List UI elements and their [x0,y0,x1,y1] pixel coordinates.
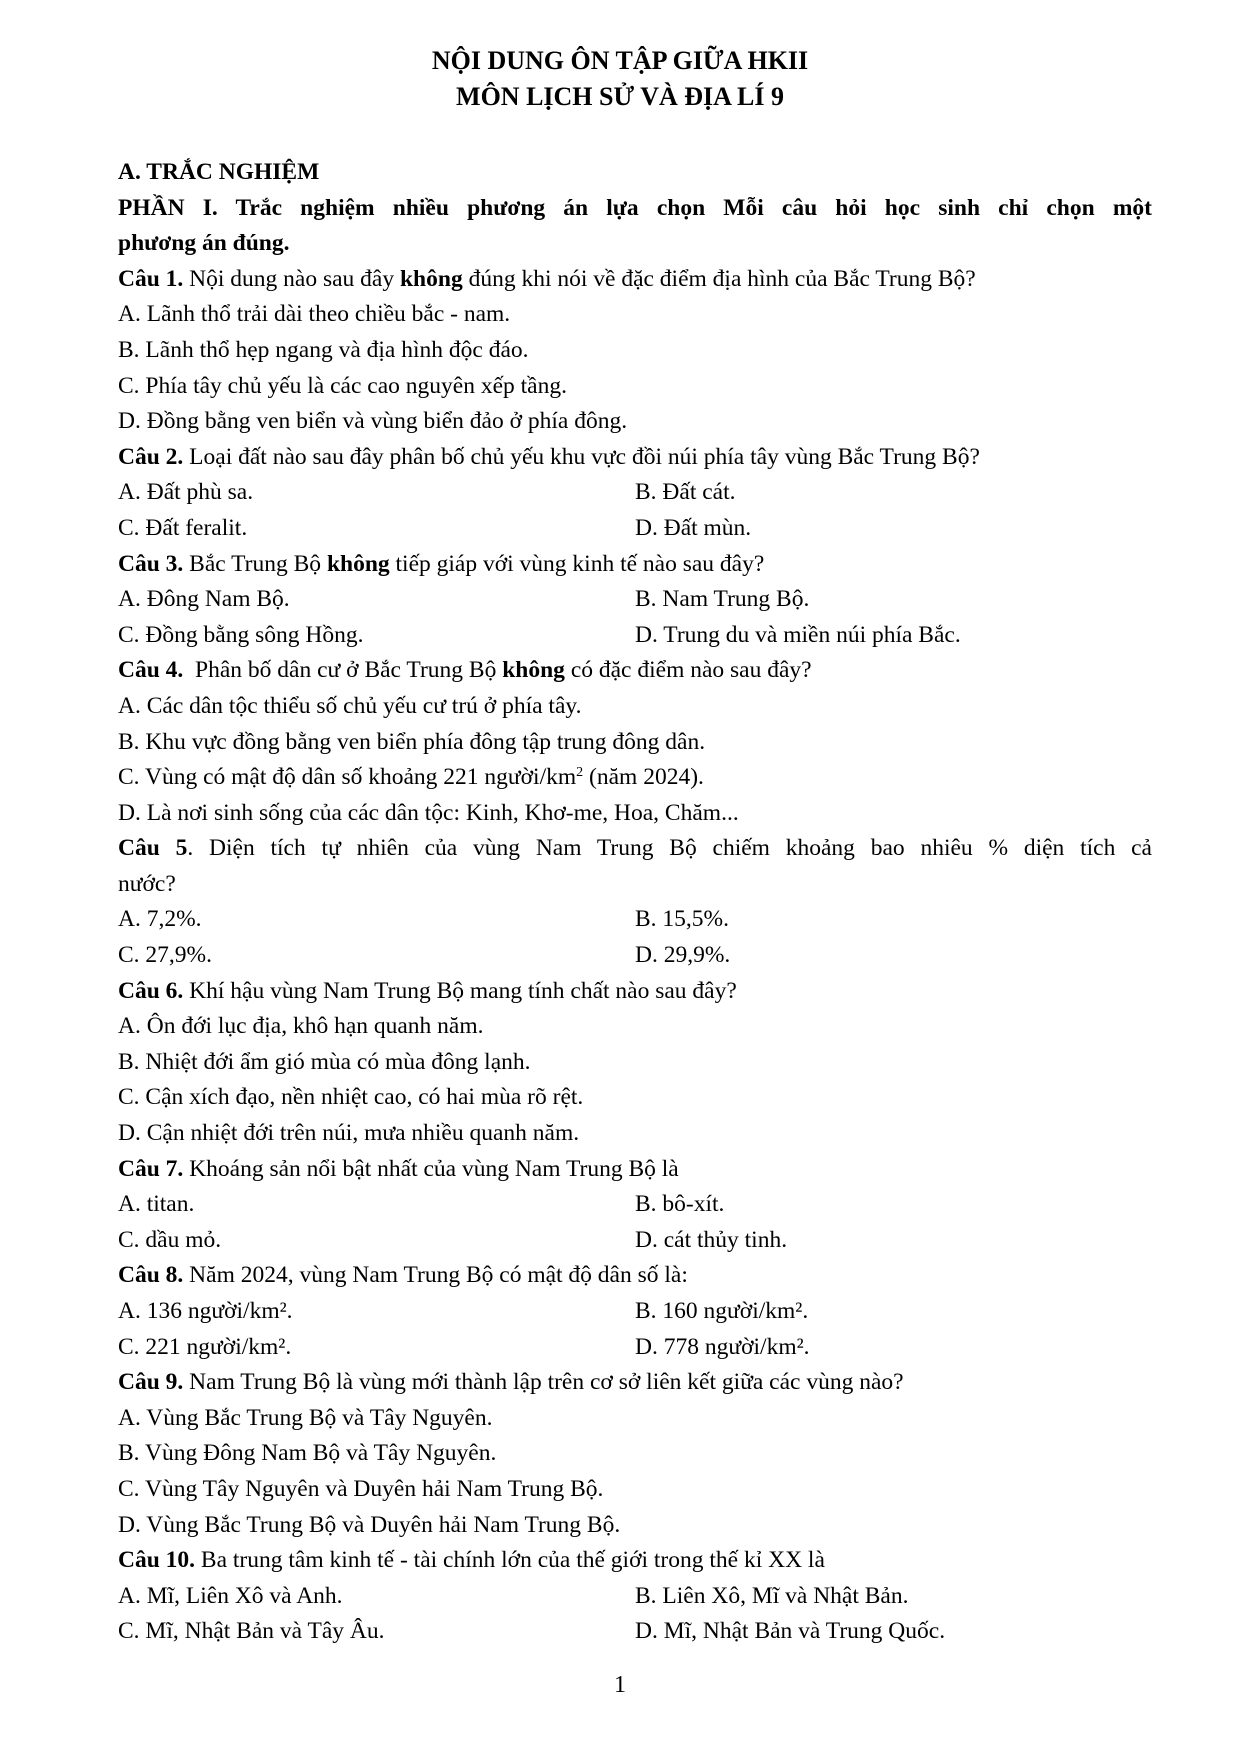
option-c: C. 27,9%. [118,942,212,969]
option-b: B. Nhiệt đới ẩm gió mùa có mùa đông lạnh. [118,1048,531,1075]
options-row [118,938,1152,974]
question-number: Câu 10. [118,1547,196,1574]
question-keyword: không [502,657,565,684]
option-a: A. Đông Nam Bộ. [118,586,290,613]
question-1 [118,262,1152,298]
question-keyword: không [399,265,463,292]
question-number: Câu 8. [118,1262,184,1289]
option-d: D. Mĩ, Nhật Bản và Trung Quốc. [635,1618,946,1645]
question-2 [118,440,1152,476]
option-b: B. Nam Trung Bộ. [635,586,810,613]
option-text: C. Vùng có mật độ dân số khoảng 221 người/km [118,764,577,791]
option-d: D. 29,9%. [635,942,731,969]
question-number: Câu 7. [118,1155,184,1182]
option-d: D. Cận nhiệt đới trên núi, mưa nhiều quanh năm. [118,1120,580,1147]
part-heading-line2: phương án đúng. [118,230,290,257]
option-c: C. Đất feralit. [118,514,248,541]
option-d: D. 778 người/km². [635,1333,810,1360]
question-keyword: không [326,550,390,577]
option-b: B. bô-xít. [635,1191,725,1218]
question-text: Ba trung tâm kinh tế - tài chính lớn của thế giới trong thế kỉ XX là [195,1547,825,1574]
option-b: B. Liên Xô, Mĩ và Nhật Bản. [635,1582,909,1609]
question-number: Câu 3. [118,550,184,577]
question-number: Câu 9. [118,1369,184,1396]
question-9 [118,1365,1152,1401]
options-row [118,1614,1152,1650]
option-a: A. Ôn đới lục địa, khô hạn quanh năm. [118,1013,484,1040]
option-a: A. Các dân tộc thiểu số chủ yếu cư trú ở phía tây. [118,692,582,719]
option-d: D. cát thủy tinh. [635,1226,788,1253]
question-number: Câu 1. [118,265,184,292]
document-title: NỘI DUNG ÔN TẬP GIỮA HKII [431,46,809,75]
question-text: đúng khi nói về đặc điểm địa hình của Bắc Trung Bộ? [462,265,976,292]
options-row [118,1223,1152,1259]
options-row [118,582,1152,618]
option-d: D. Vùng Bắc Trung Bộ và Duyên hải Nam Trung Bộ. [118,1511,621,1538]
option-c: C. dầu mỏ. [118,1226,222,1253]
options-row [118,475,1152,511]
option-c [118,760,1152,796]
option-b: B. Đất cát. [635,479,736,506]
question-text: Bắc Trung Bộ [183,550,327,577]
question-text: tiếp giáp với vùng kinh tế nào sau đây? [389,550,765,577]
question-number: Câu 5 [118,835,188,862]
options-row [118,511,1152,547]
option-text: (năm 2024). [583,764,704,791]
options-row [118,1187,1152,1223]
option-d: D. Trung du và miền núi phía Bắc. [635,621,961,648]
option-d: D. Đồng bằng ven biển và vùng biển đảo ở phía đông. [118,408,628,435]
question-5-continued: nước? [118,870,176,897]
option-b: B. Lãnh thổ hẹp ngang và địa hình độc đáo. [118,336,529,363]
option-a: A. Đất phù sa. [118,479,254,506]
option-c: C. Phía tây chủ yếu là các cao nguyên xếp tầng. [118,372,567,399]
options-row [118,618,1152,654]
question-number: Câu 6. [118,977,184,1004]
option-a: A. Vùng Bắc Trung Bộ và Tây Nguyên. [118,1404,493,1431]
question-5 [118,831,1152,867]
question-10 [118,1543,1152,1579]
question-text: Nội dung nào sau đây [183,265,400,292]
options-row [118,1579,1152,1615]
question-8 [118,1258,1152,1294]
question-text: Khí hậu vùng Nam Trung Bộ mang tính chất nào sau đây? [183,977,737,1004]
question-4 [118,653,1152,689]
option-b: B. Vùng Đông Nam Bộ và Tây Nguyên. [118,1440,497,1467]
question-text: . Diện tích tự nhiên của vùng Nam Trung Bộ chiếm khoảng bao nhiêu % diện tích cả [187,835,1152,862]
question-7 [118,1152,1152,1188]
page-number: 1 [614,1672,626,1698]
option-b: B. 15,5%. [635,906,729,933]
document-subtitle: MÔN LỊCH SỬ VÀ ĐỊA LÍ 9 [456,82,784,111]
question-text: Năm 2024, vùng Nam Trung Bộ có mật độ dân số là: [183,1262,688,1289]
option-c: C. 221 người/km². [118,1333,292,1360]
option-a: A. 136 người/km². [118,1298,293,1324]
question-number: Câu 2. [118,443,184,470]
option-a: A. titan. [118,1191,195,1218]
question-text: Nam Trung Bộ là vùng mới thành lập trên cơ sở liên kết giữa các vùng nào? [183,1369,904,1396]
option-c: C. Vùng Tây Nguyên và Duyên hải Nam Trung Bộ. [118,1475,604,1502]
question-text: Loại đất nào sau đây phân bố chủ yếu khu vực đồi núi phía tây vùng Bắc Trung Bộ? [183,443,980,470]
question-text: Khoáng sản nổi bật nhất của vùng Nam Trung Bộ là [183,1155,679,1182]
option-d: D. Là nơi sinh sống của các dân tộc: Kinh, Khơ-me, Hoa, Chăm... [118,799,739,826]
part-heading-line1: PHẦN I. Trắc nghiệm nhiều phương án lựa chọn Mỗi câu hỏi học sinh chỉ chọn một [118,194,1152,221]
option-c: C. Đồng bằng sông Hồng. [118,621,364,648]
option-a: A. Mĩ, Liên Xô và Anh. [118,1582,343,1609]
question-number: Câu 4. [118,657,184,684]
question-3 [118,547,1152,583]
option-d: D. Đất mùn. [635,514,752,541]
option-a: A. 7,2%. [118,906,202,933]
option-b: B. Khu vực đồng bằng ven biển phía đông tập trung đông dân. [118,728,706,755]
option-c: C. Mĩ, Nhật Bản và Tây Âu. [118,1618,385,1645]
option-a: A. Lãnh thổ trải dài theo chiều bắc - nam. [118,301,511,328]
options-row [118,1330,1152,1366]
options-row [118,902,1152,938]
question-text: có đặc điểm nào sau đây? [564,657,812,684]
superscript: 2 [576,765,584,781]
option-b: B. 160 người/km². [635,1298,809,1324]
section-heading: A. TRẮC NGHIỆM [118,159,320,185]
question-6 [118,974,1152,1010]
option-c: C. Cận xích đạo, nền nhiệt cao, có hai mùa rõ rệt. [118,1084,584,1111]
document-body [118,155,1152,1650]
options-row [118,1294,1152,1330]
question-text: Phân bố dân cư ở Bắc Trung Bộ [183,657,503,684]
